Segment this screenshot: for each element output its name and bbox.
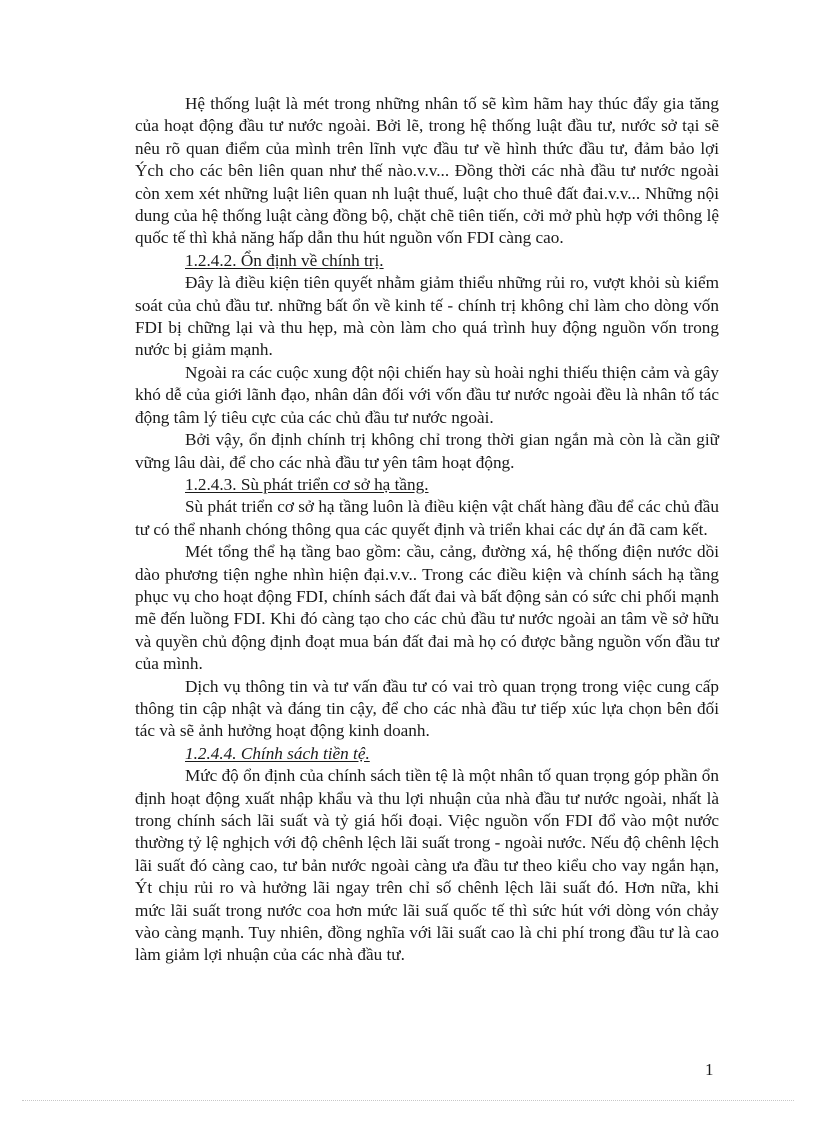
paragraph-infrastructure-components: Mét tổng thể hạ tầng bao gồm: cầu, cảng, đường xá, hệ thống điện nước dồi dào phương tiện nghe nhìn hiện đại.v.v.. Trong các điều kiện và chính sách hạ tầng phục vụ cho hoạt động FDI, chính sách đất đai và bất động sản có sức chi phối mạnh mẽ đến luồng FDI. Khi đó càng tạo cho các chủ đầu tư nước ngoài an tâm về sở hữu và quyền chủ động định đoạt mua bán đất đai mà họ có được bằng nguồn vốn đầu tư của mình. bbox=[135, 542, 719, 674]
paragraph-monetary-policy: Mức độ ổn định của chính sách tiền tệ là một nhân tố quan trọng góp phần ổn định hoạt động xuất nhập khẩu và thu lợi nhuận của nhà đầu tư nước ngoài, nhất là trong chính sách lãi suất và tỷ giá hối đoại. Việc nguồn vốn FDI đổ vào một nước thường tỷ lệ nghịch với độ chênh lệch lãi suất trong - ngoài nước. Nếu độ chênh lệch lãi suất đó càng cao, tư bản nước ngoài càng ưa đầu tư theo kiểu cho vay ngắn hạn, Ýt chịu rủi ro và hưởng lãi ngay trên chỉ số chênh lệch lãi suất đó. Hơn nữa, khi mức lãi suất trong nước coa hơn mức lãi suấ quốc tế thì sức hút với dòng vón chảy vào càng mạnh. Tuy nhiên, đồng nghĩa với lãi suất cao là chi phí trong đầu tư là cao làm giảm lợi nhuận của các nhà đầu tư. bbox=[135, 766, 719, 965]
paragraph-civil-conflict: Ngoài ra các cuộc xung đột nội chiến hay sù hoài nghi thiếu thiện cảm và gây khó dễ của giới lãnh đạo, nhân dân đối với vốn đầu tư nước ngoài đều là nhân tố tác động tâm lý tiêu cực của các chủ đầu tư nước ngoài. bbox=[135, 362, 719, 427]
paragraph-legal-system: Hệ thống luật là mét trong những nhân tố sẽ kìm hãm hay thúc đẩy gia tăng của hoạt động đầu tư nước ngoài. Bởi lẽ, trong hệ thống luật đầu tư, nước sở tại sẽ nêu rõ quan điểm của mình trên lĩnh vực đầu tư về hình thức đầu tư, đảm bảo lợi Ých cho các bên liên quan như thế nào.v.v... Đồng thời các nhà đầu tư nước ngoài còn xem xét những luật liên quan nh luật thuế, luật cho thuê đất đai.v.v... Những nội dung của hệ thống luật càng đồng bộ, chặt chẽ tiên tiến, cởi mở phù hợp với thông lệ quốc tế thì khả năng hấp dẫn thu hút nguồn vốn FDI càng cao. bbox=[135, 94, 719, 248]
paragraph-information-services: Dịch vụ thông tin và tư vấn đầu tư có vai trò quan trọng trong việc cung cấp thông tin cập nhật và đáng tin cậy, để cho các nhà đầu tư tiếp xúc lựa chọn bên đối tác và sẽ ảnh hưởng hoạt động kinh doanh. bbox=[135, 676, 719, 741]
document-body bbox=[135, 93, 719, 967]
section-heading-infrastructure: 1.2.4.3. Sù phát triển cơ sở hạ tầng. bbox=[185, 474, 429, 494]
page-number: 1 bbox=[705, 1060, 714, 1079]
paragraph-political-precondition: Đây là điều kiện tiên quyết nhằm giảm thiểu những rủi ro, vượt khỏi sù kiểm soát của chủ đầu tư. những bất ổn về kinh tế - chính trị không chỉ làm cho dòng vốn FDI bị chững lại và thu hẹp, mà còn làm cho quá trình huy động nguồn vốn trong nước bị giảm mạnh. bbox=[135, 273, 719, 360]
footer-divider bbox=[22, 1100, 794, 1101]
paragraph-infrastructure-condition: Sù phát triển cơ sở hạ tầng luôn là điều kiện vật chất hàng đầu để các chủ đầu tư có thể nhanh chóng thông qua các quyết định và triển khai các dự án đã cam kết. bbox=[135, 497, 719, 539]
paragraph-long-term-stability: Bởi vậy, ổn định chính trị không chỉ trong thời gian ngắn mà còn là cần giữ vững lâu dài, để cho các nhà đầu tư yên tâm hoạt động. bbox=[135, 430, 719, 472]
section-heading-political-stability: 1.2.4.2. Ổn định về chính trị. bbox=[185, 250, 384, 270]
section-heading-monetary-policy: 1.2.4.4. Chính sách tiền tệ. bbox=[185, 743, 370, 763]
